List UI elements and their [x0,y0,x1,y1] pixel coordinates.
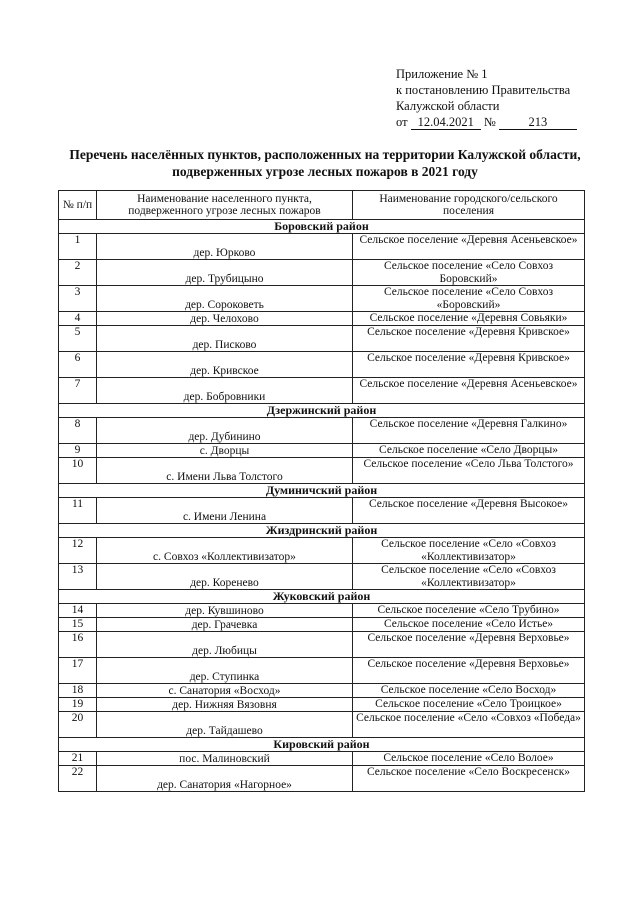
settlement-name: Сельское поселение «Село «Совхоз «Победа» [353,712,585,738]
row-number: 12 [59,538,97,564]
table-row [59,618,585,632]
table-row [59,352,585,378]
settlement-name: Сельское поселение «Село «Совхоз «Коллективизатор» [353,564,585,590]
table-row [59,234,585,260]
table-row [59,458,585,484]
table-row [59,260,585,286]
row-number: 8 [59,418,97,444]
place-name: дер. Кривское [97,352,353,378]
table-row [59,766,585,792]
table-row [59,752,585,766]
settlement-name: Сельское поселение «Село Волое» [353,752,585,766]
place-name: с. Имени Льва Толстого [97,458,353,484]
row-number: 2 [59,260,97,286]
table-body [59,220,585,792]
district-row [59,220,585,234]
place-name: с. Совхоз «Коллективизатор» [97,538,353,564]
table-row [59,538,585,564]
district-row [59,738,585,752]
place-name: дер. Трубицыно [97,260,353,286]
row-number: 6 [59,352,97,378]
settlement-name: Сельское поселение «Деревня Высокое» [353,498,585,524]
row-number: 5 [59,326,97,352]
place-name: дер. Санатория «Нагорное» [97,766,353,792]
row-number: 18 [59,684,97,698]
place-name: дер. Любицы [97,632,353,658]
settlement-name: Сельское поселение «Село Совхоз «Боровский» [353,286,585,312]
row-number: 3 [59,286,97,312]
row-number: 13 [59,564,97,590]
place-name: дер. Тайдашево [97,712,353,738]
place-name: дер. Кореневo [97,564,353,590]
place-name: дер. Нижняя Вязовня [97,698,353,712]
row-number: 20 [59,712,97,738]
place-name: дер. Грачевка [97,618,353,632]
row-number: 9 [59,444,97,458]
row-number: 19 [59,698,97,712]
row-number: 10 [59,458,97,484]
district-name: Кировский район [59,738,585,752]
table-row [59,564,585,590]
annex-date-line [396,114,577,130]
table-row [59,444,585,458]
place-name: дер. Ступинка [97,658,353,684]
district-name: Боровский район [59,220,585,234]
row-number: 16 [59,632,97,658]
settlement-name: Сельское поселение «Село Троицкое» [353,698,585,712]
settlement-name: Сельское поселение «Деревня Верховье» [353,632,585,658]
district-row [59,524,585,538]
settlement-name: Сельское поселение «Деревня Асеньевское» [353,378,585,404]
annex-number: 213 [499,116,577,130]
district-row [59,590,585,604]
table-row [59,712,585,738]
place-name: с. Санатория «Восход» [97,684,353,698]
table-row [59,312,585,326]
district-name: Дзержинский район [59,404,585,418]
settlements-table [58,190,585,792]
settlement-name: Сельское поселение «Деревня Кривское» [353,326,585,352]
row-number: 17 [59,658,97,684]
district-row [59,404,585,418]
district-row [59,484,585,498]
table-row [59,418,585,444]
annex-number-label: № [483,115,496,129]
table-row [59,498,585,524]
header-place: Наименование населенного пункта, подверженного угрозе лесных пожаров [97,191,353,220]
header-settlement: Наименование городского/сельского поселения [353,191,585,220]
row-number: 7 [59,378,97,404]
annex-block [396,66,577,130]
place-name: дер. Кувшиново [97,604,353,618]
settlement-name: Сельское поселение «Село Дворцы» [353,444,585,458]
row-number: 4 [59,312,97,326]
district-name: Жиздринский район [59,524,585,538]
settlement-name: Сельское поселение «Деревня Асеньевское» [353,234,585,260]
settlement-name: Сельское поселение «Село Трубино» [353,604,585,618]
settlement-name: Сельское поселение «Село Льва Толстого» [353,458,585,484]
place-name: пос. Малиновский [97,752,353,766]
table-row [59,378,585,404]
place-name: дер. Сороковеть [97,286,353,312]
district-name: Жуковский район [59,590,585,604]
table-row [59,286,585,312]
row-number: 15 [59,618,97,632]
district-name: Думиничский район [59,484,585,498]
settlement-name: Сельское поселение «Село Истье» [353,618,585,632]
header-number: № п/п [59,191,97,220]
annex-from-label: от [396,115,408,129]
row-number: 11 [59,498,97,524]
settlement-name: Сельское поселение «Деревня Галкино» [353,418,585,444]
table-row [59,684,585,698]
annex-resolution: к постановлению Правительства [396,83,571,97]
annex-region: Калужской области [396,99,500,113]
settlement-name: Сельское поселение «Село Совхоз Боровский» [353,260,585,286]
table-row [59,326,585,352]
place-name: дер. Писково [97,326,353,352]
place-name: дер. Юрково [97,234,353,260]
annex-date: 12.04.2021 [411,116,481,130]
row-number: 14 [59,604,97,618]
place-name: дер. Бобровники [97,378,353,404]
settlement-name: Сельское поселение «Деревня Верховье» [353,658,585,684]
row-number: 1 [59,234,97,260]
document-title: Перечень населённых пунктов, расположенных на территории Калужской области, подверженных угрозе лесных пожаров в 2021 году [69,147,581,179]
place-name: с. Дворцы [97,444,353,458]
place-name: с. Имени Ленина [97,498,353,524]
settlement-name: Сельское поселение «Село Восход» [353,684,585,698]
table-row [59,698,585,712]
table-header-row [59,191,585,220]
place-name: дер. Челохово [97,312,353,326]
settlement-name: Сельское поселение «Деревня Совьяки» [353,312,585,326]
row-number: 22 [59,766,97,792]
settlement-name: Сельское поселение «Село Воскресенск» [353,766,585,792]
row-number: 21 [59,752,97,766]
annex-title: Приложение № 1 [396,67,488,81]
settlement-name: Сельское поселение «Деревня Кривское» [353,352,585,378]
table-row [59,604,585,618]
place-name: дер. Дубинино [97,418,353,444]
settlement-name: Сельское поселение «Село «Совхоз «Коллективизатор» [353,538,585,564]
table-row [59,658,585,684]
table-row [59,632,585,658]
